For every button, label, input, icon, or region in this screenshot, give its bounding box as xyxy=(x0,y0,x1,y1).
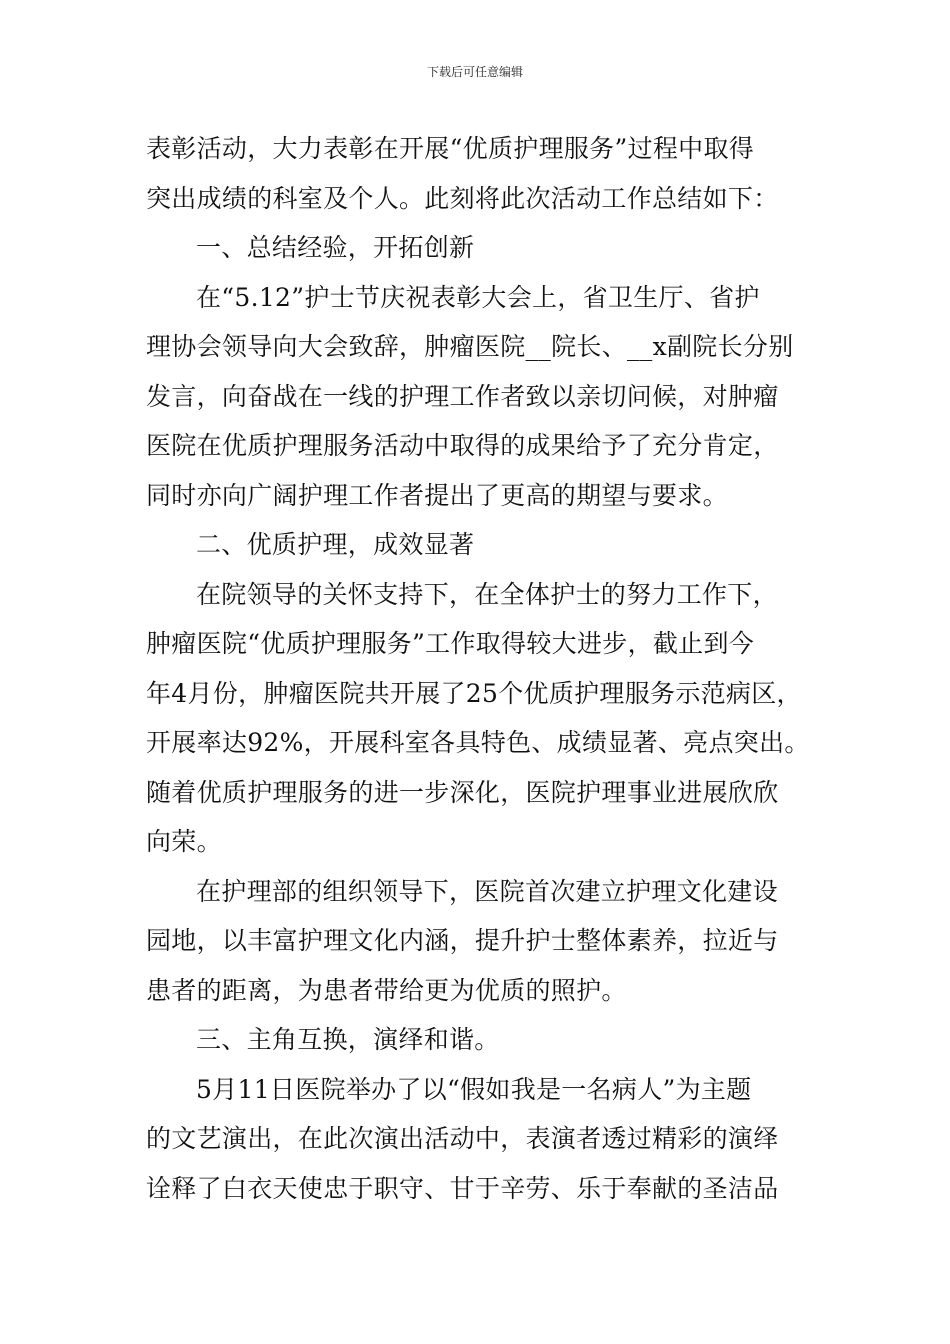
text-line: 医院在优质护理服务活动中取得的成果给予了充分肯定， xyxy=(146,431,779,460)
text-line: 肿瘤医院“优质护理服务”工作取得较大进步，截止到今 xyxy=(146,629,755,658)
text-line: 同时亦向广阔护理工作者提出了更高的期望与要求。 xyxy=(146,480,728,510)
text-line: 一、总结经验，开拓创新 xyxy=(196,233,475,262)
page-header: 下载后可任意编辑 xyxy=(426,65,523,79)
text-line: 开展率达92%，开展科室各具特色、成绩显著、亮点突出。 xyxy=(146,728,810,757)
text-line: 患者的距离，为患者带给更为优质的照护。 xyxy=(146,975,627,1005)
text-line: 表彰活动，大力表彰在开展“优质护理服务”过程中取得 xyxy=(146,134,755,163)
text-line: 随着优质护理服务的进一步深化，医院护理事业进展欣欣 xyxy=(146,777,779,807)
text-line: 在护理部的组织领导下，医院首次建立护理文化建设 xyxy=(196,876,778,906)
text-line: 园地，以丰富护理文化内涵，提升护士整体素养，拉近与 xyxy=(146,926,779,955)
text-line: 的文艺演出，在此次演出活动中，表演者透过精彩的演绎 xyxy=(146,1124,779,1153)
text-line: 向荣。 xyxy=(146,827,222,856)
text-line: 二、优质护理，成效显著 xyxy=(196,530,475,559)
document-body xyxy=(146,124,836,1213)
text-line: 三、主角互换，演绎和谐。 xyxy=(196,1025,500,1054)
text-line: 突出成绩的科室及个人。此刻将此次活动工作总结如下： xyxy=(146,183,779,213)
text-line: 发言，向奋战在一线的护理工作者致以亲切问候，对肿瘤 xyxy=(146,381,779,411)
text-line: 在“5.12”护士节庆祝表彰大会上，省卫生厅、省护 xyxy=(196,282,760,312)
text-line: 5月11日医院举办了以“假如我是一名病人”为主题 xyxy=(196,1074,752,1104)
text-line: 理协会领导向大会致辞，肿瘤医院__院长、__x副院长分别 xyxy=(146,332,794,361)
text-line: 在院领导的关怀支持下，在全体护士的努力工作下， xyxy=(196,579,778,609)
text-line: 诠释了白衣天使忠于职守、甘于辛劳、乐于奉献的圣洁品 xyxy=(146,1173,779,1203)
text-line: 年4月份，肿瘤医院共开展了25个优质护理服务示范病区， xyxy=(146,678,802,708)
